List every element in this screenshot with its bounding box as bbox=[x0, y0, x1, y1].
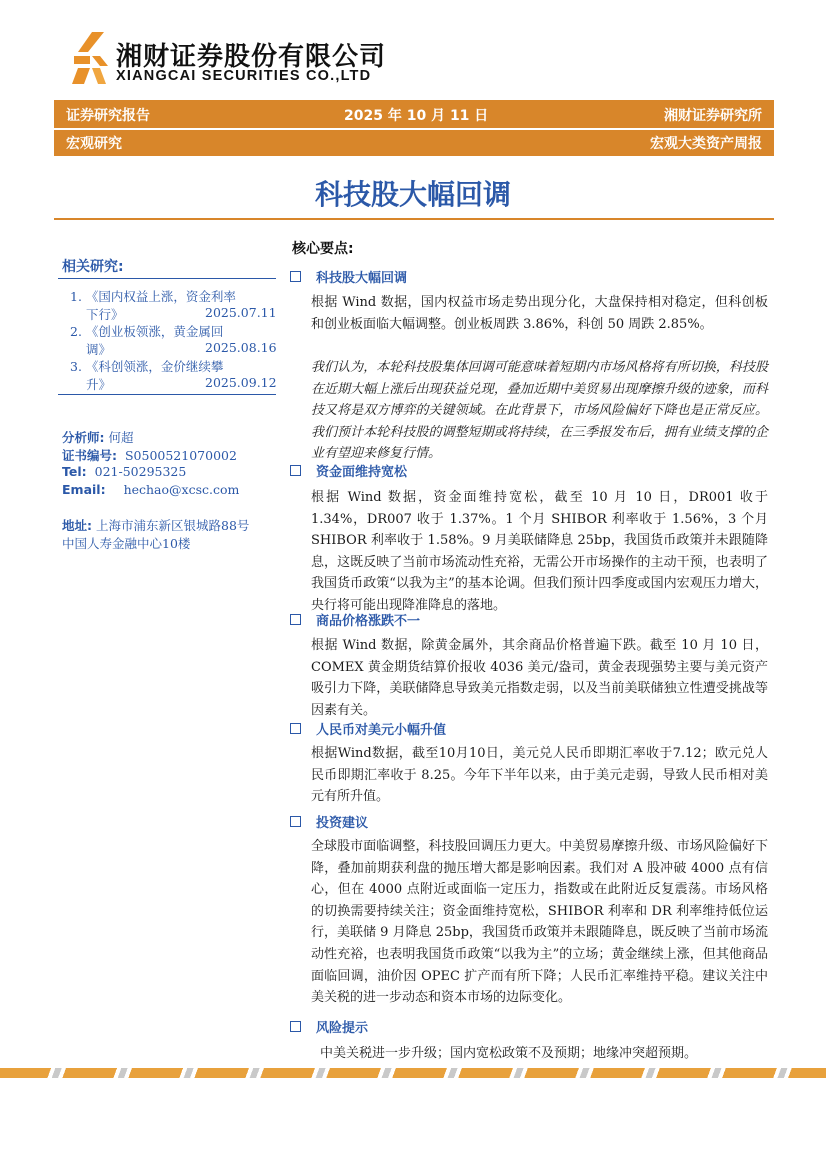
cert-row bbox=[62, 446, 237, 464]
address-label: 地址: bbox=[62, 518, 92, 533]
section-3-para-1: 根据 Wind 数据，除黄金属外，其余商品价格普遍下跌。截至 10 月 10 日，COMEX 黄金期货结算价报收 4036 美元/盎司，黄金表现强势主要与美元资产吸引力下降，美联储降息导致美元指数走弱，以及当前美联储独立性遭受挑战等因素有关。 bbox=[311, 638, 768, 718]
section-heading-1: 科技股大幅回调 bbox=[290, 267, 407, 286]
checkbox-icon bbox=[290, 723, 301, 734]
related-research-heading: 相关研究: bbox=[62, 259, 124, 275]
company-logo-icon bbox=[70, 30, 110, 86]
institute-name: 湘财证券研究所 bbox=[664, 108, 762, 124]
related-item-2-line2[interactable]: 调》 bbox=[86, 342, 112, 357]
checkbox-icon bbox=[290, 465, 301, 476]
cert-label: 证书编号: bbox=[62, 448, 117, 463]
core-points-heading: 核心要点: bbox=[292, 241, 354, 257]
address-line1: 上海市浦东新区银城路88号 bbox=[95, 518, 250, 533]
address-row bbox=[62, 516, 249, 534]
section-heading-3: 商品价格涨跌不一 bbox=[290, 610, 420, 629]
analyst-label: 分析师: bbox=[62, 430, 105, 445]
section-heading-4: 人民币对美元小幅升值 bbox=[290, 719, 446, 738]
related-divider-bottom bbox=[58, 394, 276, 395]
section-5-para-1: 全球股市面临调整，科技股回调压力更大。中美贸易摩擦升级、市场风险偏好下降，叠加前期获利盘的抛压增大都是影响因素。我们对 A 股冲破 4000 点有信心，但在 4000 点附近或面临一定压力，指数或在此附近反复震荡。市场风格的切换需要持续关注；资金面维持宽松，SHIBOR 利率和 DR 利率维持低位运行，美联储 9 月降息 25bp，我国货币政策并未跟随降息，既反映了当前市场流动性充裕，也表明我国货币政策“以我为主”的立场；黄金继续上涨，但其他商品面临回调，油价因 OPEC 扩产而有所下降；人民币汇率维持平稳。建议关注中美关税的进一步动态和资本市场的边际变化。 bbox=[311, 839, 768, 1006]
checkbox-icon bbox=[290, 1021, 301, 1032]
section-heading-5: 投资建议 bbox=[290, 812, 368, 831]
analyst-name: 何超 bbox=[108, 430, 134, 445]
checkbox-icon bbox=[290, 614, 301, 625]
related-item-1-date: 2025.07.11 bbox=[205, 305, 277, 320]
related-item-2-date: 2025.08.16 bbox=[205, 340, 277, 355]
tel-number: 021-50295325 bbox=[94, 464, 187, 479]
tel-row bbox=[62, 464, 186, 479]
related-item-1-line2[interactable]: 下行》 bbox=[86, 307, 124, 322]
related-item-3-date: 2025.09.12 bbox=[205, 375, 277, 390]
page-title: 科技股大幅回调 bbox=[314, 178, 511, 211]
cert-number: S0500521070002 bbox=[124, 448, 237, 463]
section-1-para-2: 我们认为，本轮科技股集体回调可能意味着短期内市场风格将有所切换，科技股在近期大幅上涨后出现获益兑现，叠加近期中美贸易出现摩擦升级的迹象，而科技又将是双方博弈的关键领域。在此背景下，市场风险偏好下降也是正常反应。我们预计本轮科技股的调整短期或将持续，在三季报发布后，拥有业绩支撑的企业有望迎来修复行情。 bbox=[311, 360, 768, 462]
section-1-para-1: 根据 Wind 数据，国内权益市场走势出现分化，大盘保持相对稳定，但科创板和创业板面临大幅调整。创业板周跌 3.86%，科创 50 周跌 2.85%。 bbox=[311, 295, 768, 332]
email-address[interactable]: hechao@xcsc.com bbox=[123, 482, 240, 497]
related-item-3-line1[interactable]: 3. 《科创领涨，金价继续攀 bbox=[70, 359, 224, 374]
report-type: 证券研究报告 bbox=[66, 108, 150, 124]
company-name-en: XIANGCAI SECURITIES CO.,LTD bbox=[116, 68, 372, 84]
report-series: 宏观大类资产周报 bbox=[650, 136, 762, 152]
header-bar-bottom bbox=[54, 128, 774, 156]
analyst-row bbox=[62, 428, 134, 446]
email-row bbox=[62, 482, 239, 497]
checkbox-icon bbox=[290, 271, 301, 282]
section-heading-6: 风险提示 bbox=[290, 1017, 368, 1036]
header-bar-top bbox=[54, 100, 774, 128]
footer-stripe bbox=[0, 1068, 826, 1078]
related-divider-top bbox=[58, 278, 276, 279]
address-line2: 中国人寿金融中心10楼 bbox=[62, 536, 191, 551]
tel-label: Tel: bbox=[62, 464, 87, 479]
related-item-2-line1[interactable]: 2. 《创业板领涨，黄金属回 bbox=[70, 324, 224, 339]
related-item-3-line2[interactable]: 升》 bbox=[86, 377, 112, 392]
related-item-1-line1[interactable]: 1. 《国内权益上涨，资金利率 bbox=[70, 289, 236, 304]
section-2-para-1: 根据 Wind 数据，资金面维持宽松，截至 10 月 10 日，DR001 收于 1.34%，DR007 收于 1.37%。1 个月 SHIBOR 利率收于 1.56%，3 个月 SHIBOR 利率收于 1.58%。9 月美联储降息 25bp，我国货币政策并未跟随降息，这既反映了当前市场流动性充裕，无需公开市场操作的主动干预，也表明了我国货币政策“以我为主”的基本论调。但我们预计四季度或国内宏观压力增大，央行将可能出现降准降息的落地。 bbox=[311, 490, 768, 613]
report-date: 2025 年 10 月 11 日 bbox=[344, 108, 489, 124]
email-label: Email: bbox=[62, 482, 106, 497]
report-category: 宏观研究 bbox=[66, 136, 122, 152]
section-4-para-1: 根据Wind数据，截至10月10日，美元兑人民币即期汇率收于7.12；欧元兑人民币即期汇率收于 8.25。今年下半年以来，由于美元走弱，导致人民币相对美元有所升值。 bbox=[311, 746, 768, 805]
checkbox-icon bbox=[290, 816, 301, 827]
company-name-cn: 湘财证券股份有限公司 bbox=[116, 42, 387, 72]
title-divider bbox=[54, 218, 774, 220]
section-6-para-1: 中美关税进一步升级；国内宽松政策不及预期；地缘冲突超预期。 bbox=[320, 1046, 698, 1061]
section-heading-2: 资金面维持宽松 bbox=[290, 461, 407, 480]
